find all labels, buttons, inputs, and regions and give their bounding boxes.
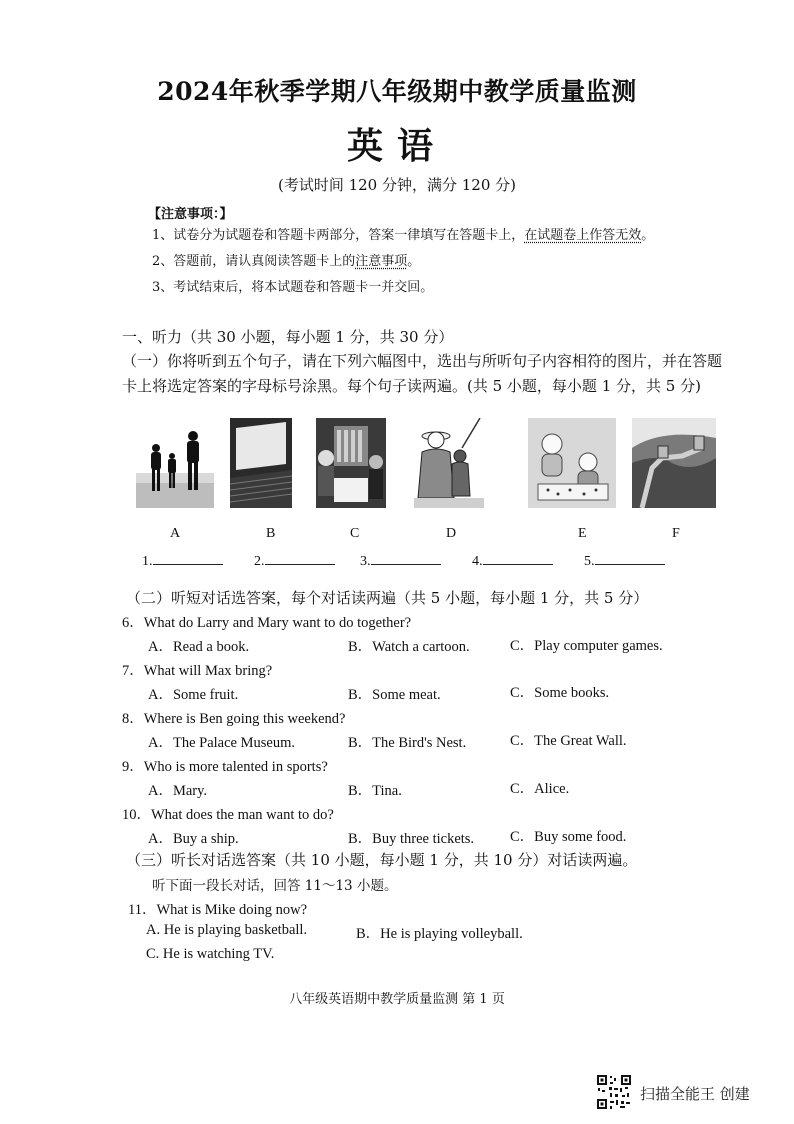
q8-option-b[interactable]: B．The Bird's Nest. <box>348 735 467 751</box>
picture-letter-c: C <box>350 526 360 541</box>
q6-option-a[interactable]: A．Read a book. <box>148 639 250 655</box>
question-6: 6．What do Larry and Mary want to do together? <box>122 615 412 631</box>
picture-a-silhouettes <box>136 418 214 508</box>
notice-title: 【注意事项：】 <box>148 207 233 222</box>
q8-option-c[interactable]: C．The Great Wall. <box>510 733 627 749</box>
q10-option-a[interactable]: A．Buy a ship. <box>148 831 239 847</box>
question-9: 9．Who is more talented in sports? <box>122 759 328 775</box>
subject-title: 英语 <box>346 125 447 167</box>
q7-option-c[interactable]: C．Some books. <box>510 685 610 701</box>
q6-option-b[interactable]: B．Watch a cartoon. <box>348 639 470 655</box>
q10-option-c[interactable]: C．Buy some food. <box>510 829 627 845</box>
q7-option-a[interactable]: A．Some fruit. <box>148 687 239 703</box>
picture-letter-e: E <box>578 526 587 541</box>
notice-item-3: 3、考试结束后，将本试题卷和答题卡一并交回。 <box>152 280 434 295</box>
q11-option-a[interactable]: A. He is playing basketball. <box>146 922 308 938</box>
page-footer: 八年级英语期中教学质量监测 第 1 页 <box>289 992 505 1007</box>
q10-option-b[interactable]: B．Buy three tickets. <box>348 831 475 847</box>
notice-item-2: 2、答题前，请认真阅读答题卡上的注意事项。 <box>152 254 421 269</box>
picture-letter-b: B <box>266 526 276 541</box>
picture-d-fishing-cartoon <box>414 418 484 508</box>
picture-f-great-wall <box>632 418 716 508</box>
answer-blank-2[interactable]: 2. <box>254 552 335 570</box>
part3-subinstruction: 听下面一段长对话，回答 11～13 小题。 <box>152 878 398 894</box>
part2-heading: （二）听短对话选答案，每个对话读两遍（共 5 小题，每小题 1 分，共 5 分） <box>126 589 649 607</box>
question-7: 7．What will Max bring? <box>122 663 273 679</box>
answer-blank-5[interactable]: 5. <box>584 552 665 570</box>
part3-heading: （三）听长对话选答案（共 10 小题，每小题 1 分，共 10 分）对话读两遍。 <box>126 851 638 869</box>
notice-item-1: 1、试卷分为试题卷和答题卡两部分，答案一律填写在答题卡上，在试题卷上作答无效。 <box>152 228 655 243</box>
picture-c-poster <box>316 418 386 508</box>
q9-option-c[interactable]: C．Alice. <box>510 781 570 797</box>
part1-instruction-line1: （一）你将听到五个句子，请在下列六幅图中，选出与所听句子内容相符的图片，并在答题 <box>122 352 723 370</box>
q9-option-a[interactable]: A．Mary. <box>148 783 208 799</box>
question-8: 8．Where is Ben going this weekend? <box>122 711 346 727</box>
time-info: (考试时间 120 分钟，满分 120 分) <box>277 176 517 194</box>
part1-instruction-line2: 卡上将选定答案的字母标号涂黑。每个句子读两遍。(共 5 小题，每小题 1 分，共 5 分) <box>122 377 701 395</box>
q6-option-c[interactable]: C．Play computer games. <box>510 638 663 654</box>
question-11: 11．What is Mike doing now? <box>128 902 308 918</box>
section1-heading: 一、听力（共 30 小题，每小题 1 分，共 30 分） <box>122 328 454 346</box>
picture-e-children <box>528 418 616 508</box>
answer-blank-3[interactable]: 3. <box>360 552 441 570</box>
answer-blank-4[interactable]: 4. <box>472 552 553 570</box>
q9-option-b[interactable]: B．Tina. <box>348 783 402 799</box>
picture-letter-d: D <box>446 526 457 541</box>
question-10: 10．What does the man want to do? <box>122 807 334 823</box>
answer-blank-1[interactable]: 1. <box>142 552 223 570</box>
picture-b-cinema <box>230 418 292 508</box>
picture-letter-f: F <box>672 526 680 541</box>
q11-option-b[interactable]: B．He is playing volleyball. <box>356 926 523 942</box>
q7-option-b[interactable]: B．Some meat. <box>348 687 441 703</box>
qr-code-icon <box>596 1074 632 1110</box>
q8-option-a[interactable]: A．The Palace Museum. <box>148 735 295 751</box>
q11-option-c[interactable]: C. He is watching TV. <box>146 946 275 962</box>
exam-title: 2024年秋季学期八年级期中教学质量监测 <box>157 77 637 106</box>
scanner-watermark: 扫描全能王 创建 <box>640 1085 750 1103</box>
picture-letter-a: A <box>170 526 181 541</box>
